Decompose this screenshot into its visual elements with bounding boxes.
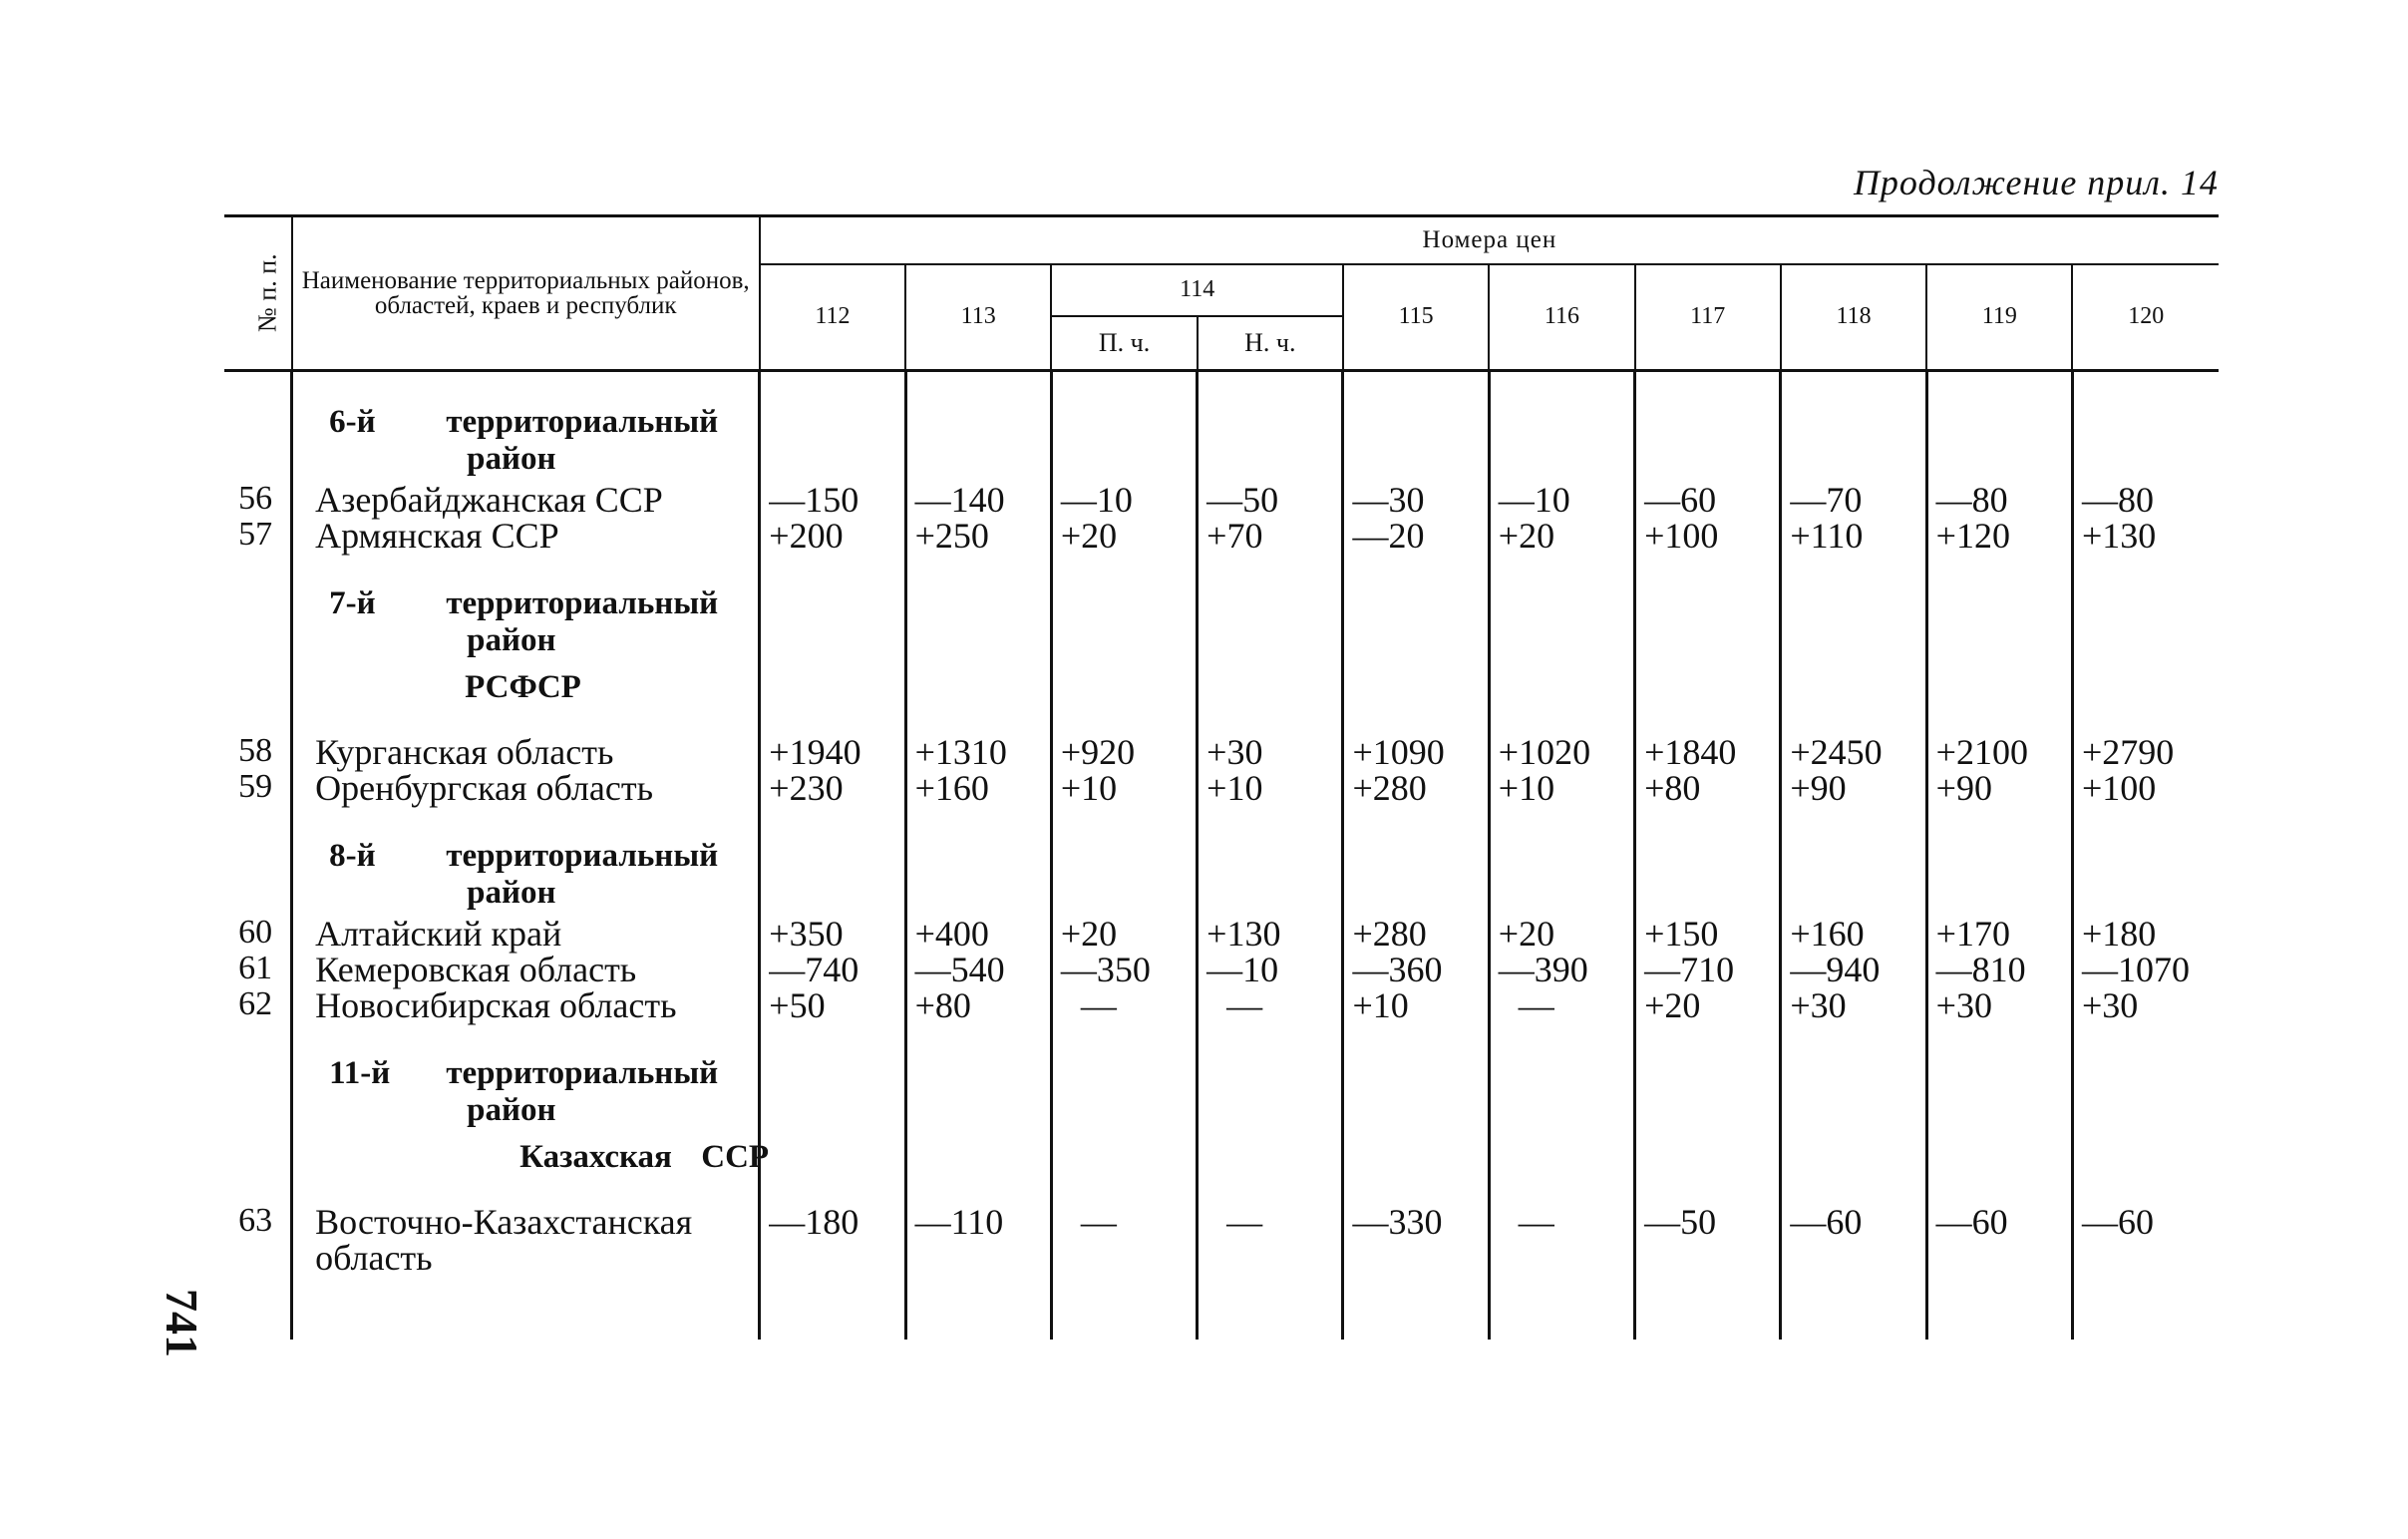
section-word-2: район [467, 1091, 556, 1128]
section-number: 8-й [329, 837, 376, 874]
row-name-line1: Восточно-Казахстанская [315, 1201, 693, 1242]
cell-113: +80 [905, 987, 1051, 1023]
table-header [224, 216, 2219, 371]
price-col-116: 116 [1489, 264, 1634, 371]
price-col-118: 118 [1781, 264, 1926, 371]
cell-115: +280 [1343, 770, 1489, 806]
price-col-120: 120 [2072, 264, 2219, 371]
table-row [224, 987, 2219, 1023]
table-row [224, 518, 2219, 554]
cell-120: —1070 [2072, 952, 2219, 987]
section-number: 7-й [329, 584, 376, 621]
cell-120: +30 [2072, 987, 2219, 1023]
cell-114-nch: +130 [1198, 916, 1343, 952]
cell-119: —60 [1926, 1204, 2072, 1276]
row-name [292, 1201, 760, 1278]
cell-113: —540 [905, 952, 1051, 987]
table-row [224, 770, 2219, 806]
section-number: 11-й [329, 1054, 391, 1091]
cell-119: +120 [1926, 518, 2072, 554]
cell-113: —140 [905, 482, 1051, 518]
cell-114-nch: —50 [1198, 482, 1343, 518]
price-numbers-header: Номера цен [760, 216, 2219, 265]
table-row [224, 1204, 2219, 1276]
cell-114-nch: — [1226, 984, 1263, 1025]
cell-115: —20 [1343, 518, 1489, 554]
cell-118: —940 [1781, 952, 1926, 987]
section-subtitle-b: ССР [701, 1138, 770, 1175]
row-name: Алтайский край [292, 916, 760, 952]
cell-118: +110 [1781, 518, 1926, 554]
cell-120: —60 [2072, 1204, 2219, 1276]
cell-115: —360 [1343, 952, 1489, 987]
row-name: Армянская ССР [292, 518, 760, 554]
name-column-header: Наименование территориальных районов, областей, краев и республик [292, 216, 760, 371]
row-name: Азербайджанская ССР [292, 482, 760, 518]
price-col-119: 119 [1926, 264, 2072, 371]
page-number: 741 [157, 1289, 207, 1357]
section-word: территориальный [446, 1054, 719, 1091]
cell-114-nch: +30 [1198, 734, 1343, 770]
cell-114-nch: —10 [1198, 952, 1343, 987]
table-row [224, 952, 2219, 987]
cell-119: +90 [1926, 770, 2072, 806]
cell-118: —60 [1781, 1204, 1926, 1276]
row-number: 63 [238, 1201, 273, 1239]
cell-120: +100 [2072, 770, 2219, 806]
row-number: 62 [238, 984, 273, 1022]
row-number: 60 [238, 913, 273, 951]
cell-114-pch: — [1080, 984, 1117, 1025]
cell-114-pch: —10 [1051, 482, 1197, 518]
cell-118: +2450 [1781, 734, 1926, 770]
cell-116: +10 [1489, 770, 1634, 806]
cell-120: +180 [2072, 916, 2219, 952]
cell-112: +230 [760, 770, 905, 806]
cell-118: +30 [1781, 987, 1926, 1023]
section-word-2: район [467, 621, 556, 658]
cell-113: —110 [905, 1204, 1051, 1276]
cell-115: +10 [1343, 987, 1489, 1023]
table-body [224, 371, 2219, 1340]
cell-120: +2790 [2072, 734, 2219, 770]
section-header [224, 396, 2219, 482]
price-col-113: 113 [905, 264, 1051, 371]
cell-116: +20 [1489, 518, 1634, 554]
cell-114-pch: +20 [1051, 518, 1197, 554]
cell-115: +280 [1343, 916, 1489, 952]
cell-117: +100 [1635, 518, 1781, 554]
cell-112: +350 [760, 916, 905, 952]
price-col-112: 112 [760, 264, 905, 371]
cell-113: +1310 [905, 734, 1051, 770]
cell-119: +2100 [1926, 734, 2072, 770]
row-number: 56 [238, 479, 273, 517]
row-number: 58 [238, 731, 273, 769]
cell-114-pch: +920 [1051, 734, 1197, 770]
cell-116: — [1518, 984, 1554, 1025]
cell-112: +50 [760, 987, 905, 1023]
row-name: Курганская область [292, 734, 760, 770]
row-number: 57 [238, 515, 273, 553]
cell-117: —60 [1635, 482, 1781, 518]
num-column-header: № п. п. [224, 216, 292, 371]
cell-115: —30 [1343, 482, 1489, 518]
cell-117: +1840 [1635, 734, 1781, 770]
price-col-117: 117 [1635, 264, 1781, 371]
cell-117: +150 [1635, 916, 1781, 952]
cell-116: +1020 [1489, 734, 1634, 770]
section-header [224, 830, 2219, 916]
price-col-115: 115 [1343, 264, 1489, 371]
cell-117: —710 [1635, 952, 1781, 987]
cell-116: +20 [1489, 916, 1634, 952]
cell-117: +80 [1635, 770, 1781, 806]
cell-120: —80 [2072, 482, 2219, 518]
section-word: территориальный [446, 837, 719, 874]
section-word-2: район [467, 874, 556, 911]
cell-112: —150 [760, 482, 905, 518]
section-number: 6-й [329, 404, 376, 440]
cell-112: —180 [760, 1204, 905, 1276]
section-header [224, 1047, 2219, 1204]
cell-114-pch: —350 [1051, 952, 1197, 987]
section-header [224, 577, 2219, 734]
cell-118: +160 [1781, 916, 1926, 952]
continuation-caption: Продолжение прил. 14 [1853, 163, 2219, 202]
cell-119: +30 [1926, 987, 2072, 1023]
cell-114-nch: — [1226, 1201, 1263, 1242]
cell-113: +160 [905, 770, 1051, 806]
row-name: Оренбургская область [292, 770, 760, 806]
cell-114-nch: +70 [1198, 518, 1343, 554]
row-number: 61 [238, 949, 273, 986]
cell-115: +1090 [1343, 734, 1489, 770]
row-name: Новосибирская область [292, 987, 760, 1023]
cell-113: +400 [905, 916, 1051, 952]
cell-113: +250 [905, 518, 1051, 554]
cell-114-pch: — [1080, 1201, 1117, 1242]
cell-112: +1940 [760, 734, 905, 770]
cell-116: —10 [1489, 482, 1634, 518]
section-word: территориальный [446, 584, 719, 621]
cell-117: —50 [1635, 1204, 1781, 1276]
price-table [224, 214, 2219, 1340]
cell-114-nch: +10 [1198, 770, 1343, 806]
cell-118: —70 [1781, 482, 1926, 518]
cell-119: +170 [1926, 916, 2072, 952]
cell-118: +90 [1781, 770, 1926, 806]
price-col-114-nch: Н. ч. [1198, 316, 1343, 371]
cell-119: —80 [1926, 482, 2072, 518]
cell-120: +130 [2072, 518, 2219, 554]
cell-114-pch: +10 [1051, 770, 1197, 806]
cell-112: +200 [760, 518, 905, 554]
cell-117: +20 [1635, 987, 1781, 1023]
price-col-114-pch: П. ч. [1051, 316, 1197, 371]
cell-114-pch: +20 [1051, 916, 1197, 952]
cell-112: —740 [760, 952, 905, 987]
table-row [224, 734, 2219, 770]
table-row [224, 916, 2219, 952]
row-name-line2: область [315, 1237, 433, 1278]
cell-115: —330 [1343, 1204, 1489, 1276]
section-subtitle-a: Казахская [519, 1138, 672, 1175]
cell-116: —390 [1489, 952, 1634, 987]
section-subtitle: РСФСР [465, 668, 581, 705]
cell-116: — [1518, 1201, 1554, 1242]
cell-119: —810 [1926, 952, 2072, 987]
table-row [224, 482, 2219, 518]
section-word-2: район [467, 440, 556, 477]
row-name: Кемеровская область [292, 952, 760, 987]
price-col-114: 114 [1051, 264, 1343, 316]
section-word: территориальный [446, 404, 719, 440]
row-number: 59 [238, 767, 273, 805]
